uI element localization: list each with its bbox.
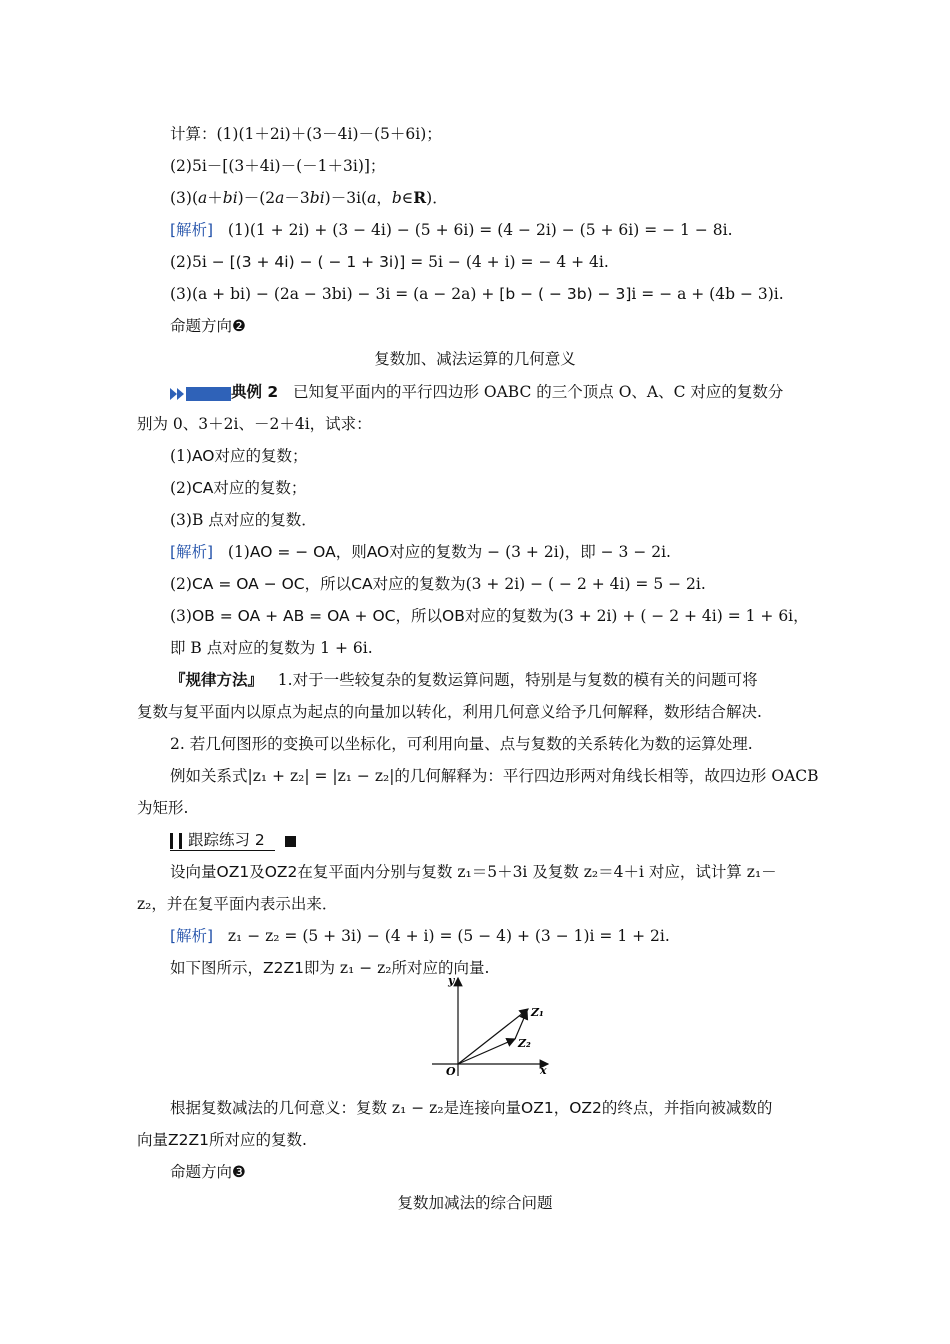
vector-oz2 — [458, 1039, 515, 1064]
track-square-icon — [285, 836, 296, 847]
track2-line2: z₂，并在复平面内表示出来． — [137, 895, 338, 913]
z2-label: Z₂ — [518, 1037, 531, 1050]
solution1-line1: [解析] (1)(1 + 2i) + (3 − 4i) − (5 + 6i) = (4 − 2i) − (5 + 6i) = − 1 − 8i. — [170, 221, 733, 239]
origin-label: O — [446, 1065, 456, 1078]
track2-solution-line1: [解析] z₁ − z₂ = (5 + 3i) − (4 + i) = (5 − 4) + (3 − 1)i = 1 + 2i. — [170, 927, 670, 945]
analysis-label: [解析] — [170, 221, 214, 239]
direction3-label: 命题方向❸ — [170, 1163, 246, 1181]
solution2-line2: (2)CA = OA − OC，所以CA对应的复数为(3 + 2i) − ( − 2 + 4i) = 5 − 2i. — [170, 575, 706, 593]
heading3: 复数加减法的综合问题 — [397, 1194, 553, 1212]
solution1-line2: (2)5i − [(3 + 4i) − ( − 1 + 3i)] = 5i − (4 + i) = − 4 + 4i. — [170, 253, 609, 271]
solution2-line1: [解析] (1)AO = − OA，则AO对应的复数为 − (3 + 2i)，即 − 3 − 2i. — [170, 543, 671, 561]
method-line4: 例如关系式|z₁ + z₂| = |z₁ − z₂|的几何解释为：平行四边形两对角线长相等，故四边形 OACB — [170, 767, 819, 785]
x-axis-label: x — [540, 1064, 547, 1077]
problem1-line2: (2)5i－[(3＋4i)－(－1＋3i)]； — [170, 157, 386, 175]
example2-line1: 典例 2 已知复平面内的平行四边形 OABC 的三个顶点 O、A、C 对应的复数分 — [170, 381, 783, 404]
conclusion-line2: 向量Z2Z1所对应的复数. — [137, 1131, 307, 1149]
problem1-line3: (3)(a＋bi)－(2a－3bi)－3i(a，b∈R)． — [170, 188, 448, 207]
track2-header: 跟踪练习 2 — [170, 829, 296, 851]
direction2-label: 命题方向❷ — [170, 317, 246, 335]
track-bar-icon — [179, 833, 182, 849]
method-line2: 复数与复平面内以原点为起点的向量加以转化，利用几何意义给予几何解释，数形结合解决. — [137, 703, 762, 721]
method-line5: 为矩形. — [137, 799, 189, 817]
example2-q1: (1)AO对应的复数； — [170, 447, 308, 465]
track-bar-icon — [170, 833, 173, 849]
solution2-line3: (3)OB = OA + AB = OA + OC，所以OB对应的复数为(3 + 2i) + ( − 2 + 4i) = 1 + 6i， — [170, 607, 809, 625]
y-axis-label: y — [448, 974, 455, 987]
track2-solution-line2: 如下图所示，Z2Z1即为 z₁ − z₂所对应的向量. — [170, 959, 490, 977]
method-line1: 『规律方法』 1.对于一些较复杂的复数运算问题，特别是与复数的模有关的问题可将 — [170, 670, 758, 689]
solution1-line3: (3)(a + bi) − (2a − 3bi) − 3i = (a − 2a) + [b − ( − 3b) − 3]i = − a + (4b − 3)i. — [170, 285, 784, 303]
method-label: 『规律方法』 — [170, 670, 264, 689]
example2-q2: (2)CA对应的复数； — [170, 479, 307, 497]
problem1-line1: 计算：(1)(1＋2i)＋(3－4i)－(5＋6i)； — [170, 125, 442, 143]
example2-q3: (3)B 点对应的复数． — [170, 511, 317, 529]
example-tag-icon — [170, 382, 231, 404]
conclusion-line1: 根据复数减法的几何意义：复数 z₁ − z₂是连接向量OZ1，OZ2的终点，并指向被减数的 — [170, 1099, 773, 1117]
example2-line2: 别为 0、3＋2i、－2＋4i，试求： — [137, 415, 372, 433]
solution2-line4: 即 B 点对应的复数为 1 + 6i. — [170, 639, 373, 657]
heading2: 复数加、减法运算的几何意义 — [374, 350, 576, 368]
z1-label: Z₁ — [531, 1006, 544, 1019]
track2-line1: 设向量OZ1及OZ2在复平面内分别与复数 z₁＝5＋3i 及复数 z₂＝4＋i 对应，试计算 z₁－ — [170, 863, 777, 881]
method-line3: 2. 若几何图形的变换可以坐标化，可利用向量、点与复数的关系转化为数的运算处理. — [170, 735, 753, 753]
vector-figure — [420, 972, 570, 1082]
